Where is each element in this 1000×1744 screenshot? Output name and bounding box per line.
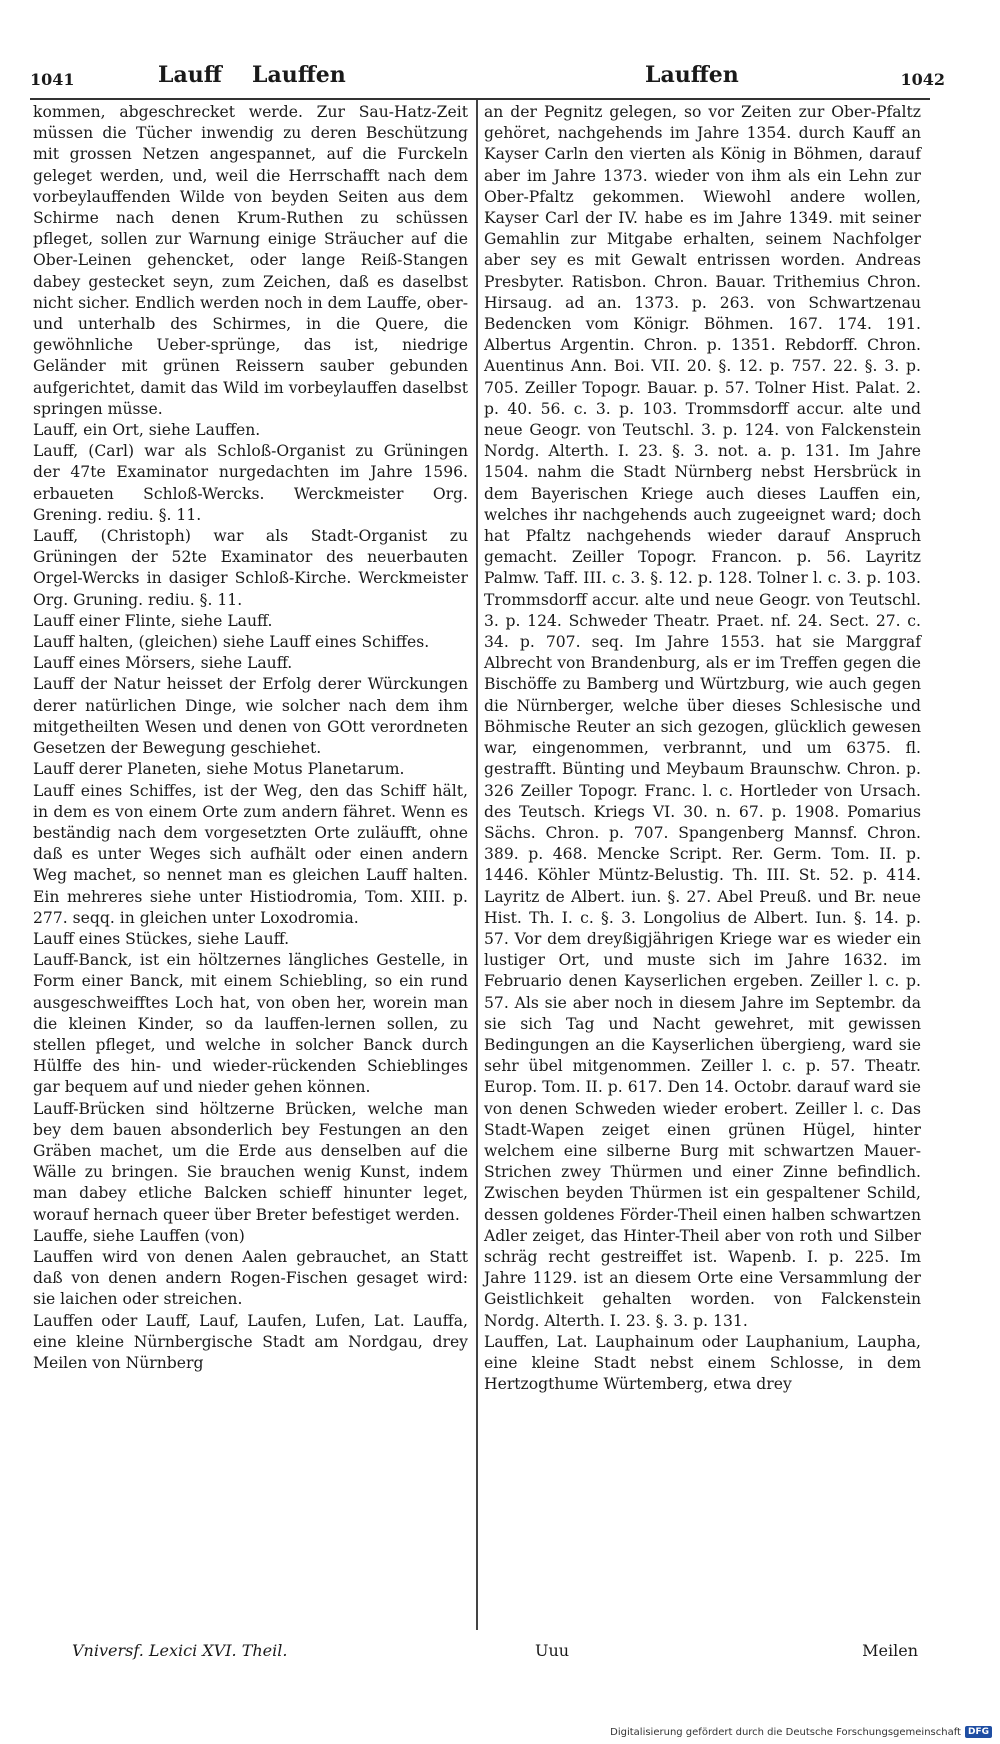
column-divider	[476, 100, 478, 1630]
catchword: Meilen	[862, 1641, 918, 1660]
entry: Lauffen, Lat. Lauphainum oder Lauphanium, Laupha, eine kleine Stadt nebst einem Schlosse, in dem Hertzogthume Würtemberg, etwa drey	[484, 1332, 921, 1394]
entry: Lauff derer Planeten, siehe Motus Planetarum.	[33, 760, 405, 779]
entry: Lauff, (Christoph) war als Stadt-Organist zu Grüningen der 52te Examinator des neuerbauten Orgel-Wercks in dasiger Schloß-Kirche. Werckmeister Org. Gruning. rediu. §. 11.	[33, 527, 468, 609]
dfg-logo: DFG	[965, 1726, 992, 1738]
running-head-1: Lauff	[158, 62, 222, 88]
entry: Lauff einer Flinte, siehe Lauff.	[33, 611, 273, 630]
entry: Lauff, ein Ort, siehe Lauffen.	[33, 421, 261, 440]
page-header	[20, 62, 950, 92]
entry: Lauff, (Carl) war als Schloß-Organist zu Grüningen der 47te Examinator nurgedachten im Jahre 1596. erbaueten Schloß-Wercks. Werckmeister Org. Grening. rediu. §. 11.	[33, 442, 468, 524]
entry: Lauff der Natur heisset der Erfolg derer Würckungen derer natürlichen Dinge, wie solcher nach dem ihm mitgetheilten Wesen und denen von GOtt verordneten Gesetzen der Bewegung geschiehet.	[33, 675, 468, 758]
entry: Lauffen oder Lauff, Lauf, Laufen, Lufen, Lat. Lauffa, eine kleine Nürnbergische Stadt am Nordgau, drey Meilen von Nürnberg	[33, 1311, 468, 1372]
page-footer	[30, 1641, 930, 1667]
running-head-2: Lauffen	[252, 62, 346, 88]
entry: Lauff halten, (gleichen) siehe Lauff eines Schiffes.	[33, 633, 430, 652]
header-rule	[30, 98, 930, 100]
entry: Lauffe, siehe Lauffen (von)	[33, 1226, 245, 1245]
entry: Lauff eines Stückes, siehe Lauff.	[33, 929, 290, 948]
signature-mark: Uuu	[535, 1641, 570, 1660]
page-number-left: 1041	[30, 70, 75, 89]
page-number-right: 1042	[900, 70, 945, 89]
right-column	[484, 102, 921, 1395]
entry: kommen, abgeschrecket werde. Zur Sau-Hatz-Zeit müssen die Tücher inwendig zu deren Beschützung mit grossen Netzen angespannet, auf die Furckeln geleget werden, und, weil die Herrschafft nach dem vorbeylauffenden Wilde von beyden Seiten aus dem Schirme nach denen Krum-Ruthen zu schüssen pfleget, sollen zur Warnung einige Sträucher auf die Ober-Leinen gehencket, oder lange Reiß-Stangen dabey gestecket seyn, zum Zeichen, daß es daselbst nicht sicher. Endlich werden noch in dem Lauffe, ober- und unterhalb des Schirmes, in die Quere, die gewöhnliche Ueber-sprünge, das ist, niedrige Geländer mit grünen Reissern sauber gebunden aufgerichtet, damit das Wild im vorbeylauffen daselbst springen müsse.	[33, 103, 468, 418]
running-head-right: Lauffen	[645, 62, 739, 88]
entry: Lauffen wird von denen Aalen gebrauchet, an Statt daß von denen andern Rogen-Fischen gesaget wird: sie laichen oder streichen.	[33, 1247, 468, 1309]
entry: Lauff-Brücken sind höltzerne Brücken, welche man bey dem bauen absonderlich bey Festungen an den Gräben machet, um die Erde aus denselben auf die Wälle zu bringen. Sie brauchen wenig Kunst, indem man dabey etliche Balcken schieff hinunter leget, worauf hernach queer über Breter befestiget werden.	[33, 1099, 468, 1224]
entry: an der Pegnitz gelegen, so vor Zeiten zur Ober-Pfaltz gehöret, nachgehends im Jahre 1354. durch Kauff an Kayser Carln den vierten als König in Böhmen, darauf aber im Jahre 1373. wieder von ihm als ein Lehn zur Ober-Pfaltz gekommen. Wiewohl andere wollen, Kayser Carl der IV. habe es im Jahre 1349. mit seiner Gemahlin zur Mitgabe erhalten, seinem Nachfolger aber sey es mit Gewalt entrissen worden. Andreas Presbyter. Ratisbon. Chron. Bauar. Trithemius Chron. Hirsaug. ad an. 1373. p. 263. von Schwartzenau Bedencken vom Königr. Böhmen. 167. 174. 191. Albertus Argentin. Chron. p. 1351. Rebdorff. Chron. Auentinus Ann. Boi. VII. 20. §. 12. p. 757. 22. §. 3. p. 705. Zeiller Topogr. Bauar. p. 57. Tolner Hist. Palat. 2. p. 40. 56. c. 3. p. 103. Trommsdorff accur. alte und neue Geogr. von Teutschl. 3. p. 124. von Falckenstein Nordg. Alterth. I. 23. §. 3. not. a. p. 131. Im Jahre 1504. nahm die Stadt Nürnberg nebst Hersbrück in dem Bayerischen Kriege auch dieses Lauffen ein, welches ihr nachgehends auch zugeeignet ward; doch hat Pfaltz nachgehends wieder darauf Anspruch gemacht. Zeiller Topogr. Francon. p. 56. Layritz Palmw. Taff. III. c. 3. §. 12. p. 128. Tolner l. c. 3. p. 103. Trommsdorff accur. alte und neue Geogr. von Teutschl. 3. p. 124. Schweder Theatr. Praet. nf. 24. Sect. 27. c. 34. p. 707. seq. Im Jahre 1553. hat sie Marggraf Albrecht von Brandenburg, als er im Treffen gegen die Bischöffe zu Bamberg und Würtzburg, wie auch gegen die Nürnberger, welche über dieses Schlesische und Böhmische Reuter an sich gezogen, glücklich gewesen war, eingenommen, verbrannt, und um 6375. fl. gestrafft. Bünting und Meybaum Braunschw. Chron. p. 326 Zeiller Topogr. Franc. l. c. Hortleder von Ursach. des Teutsch. Kriegs VI. 30. n. 67. p. 1908. Pomarius Sächs. Chron. p. 707. Spangenberg Mannsf. Chron. 389. p. 468. Mencke Script. Rer. Germ. Tom. II. p. 1446. Köhler Müntz-Belustig. Th. III. St. 52. p. 414. Layritz de Albert. iun. §. 27. Abel Preuß. und Br. neue Hist. Th. I. c. §. 3. Longolius de Albert. Iun. §. 14. p. 57. Vor dem dreyßigjährigen Kriege war es wieder ein lustiger Ort, und muste sich im Jahre 1632. im Februario denen Kayserlichen ergeben. Zeiller l. c. p. 57. Als sie aber noch in diesem Jahre im Septembr. da sie sich Tag und Nacht gewehret, mit gewissen Bedingungen an die Kayserlichen übergieng, ward sie sehr übel mitgenommen. Zeiller l. c. p. 57. Theatr. Europ. Tom. II. p. 617. Den 14. Octobr. darauf ward sie von denen Schweden wieder erobert. Zeiller l. c. Das Stadt-Wapen zeiget einen grünen Hügel, hinter welchem eine silberne Burg mit schwartzen Mauer-Strichen zwey Thürmen und einer Zinne befindlich. Zwischen beyden Thürmen ist ein gespaltener Schild, dessen goldenes Förder-Theil einen halben schwartzen Adler zeiget, das Hinter-Theil aber von roth und Silber schräg recht gestreiffet ist. Wapenb. I. p. 225. Im Jahre 1129. ist an diesem Orte eine Versammlung der Geistlichkeit gehalten worden. von Falckenstein Nordg. Alterth. I. 23. §. 3. p. 131.	[484, 103, 921, 1330]
entry: Lauff eines Schiffes, ist der Weg, den das Schiff hält, in dem es von einem Orte zum andern fähret. Wenn es beständig nach dem vorgesetzten Orte zuläufft, ohne daß es unter Weges sich aufhält oder einen andern Weg machet, so nennet man es gleichen Lauff halten. Ein mehreres siehe unter Histiodromia, Tom. XIII. p. 277. seqq. in gleichen unter Loxodromia.	[33, 781, 468, 927]
left-column	[33, 102, 468, 1374]
entry: Lauff-Banck, ist ein höltzernes längliches Gestelle, in Form einer Banck, mit einem Schiebling, so ein rund ausgeschweifftes Loch hat, von oben her, worein man die kleinen Kinder, so da lauffen-lernen sollen, zu stellen pfleget, und welche in solcher Banck durch Hülffe des hin- und wieder-rückenden Schieblinges gar bequem auf und nieder gehen können.	[33, 951, 468, 1097]
digitization-notice	[610, 1726, 992, 1738]
entry: Lauff eines Mörsers, siehe Lauff.	[33, 654, 293, 673]
digitization-text: Digitalisierung gefördert durch die Deutsche Forschungsgemeinschaft	[610, 1726, 961, 1738]
signature-line: Vniversf. Lexici XVI. Theil.	[72, 1641, 288, 1660]
